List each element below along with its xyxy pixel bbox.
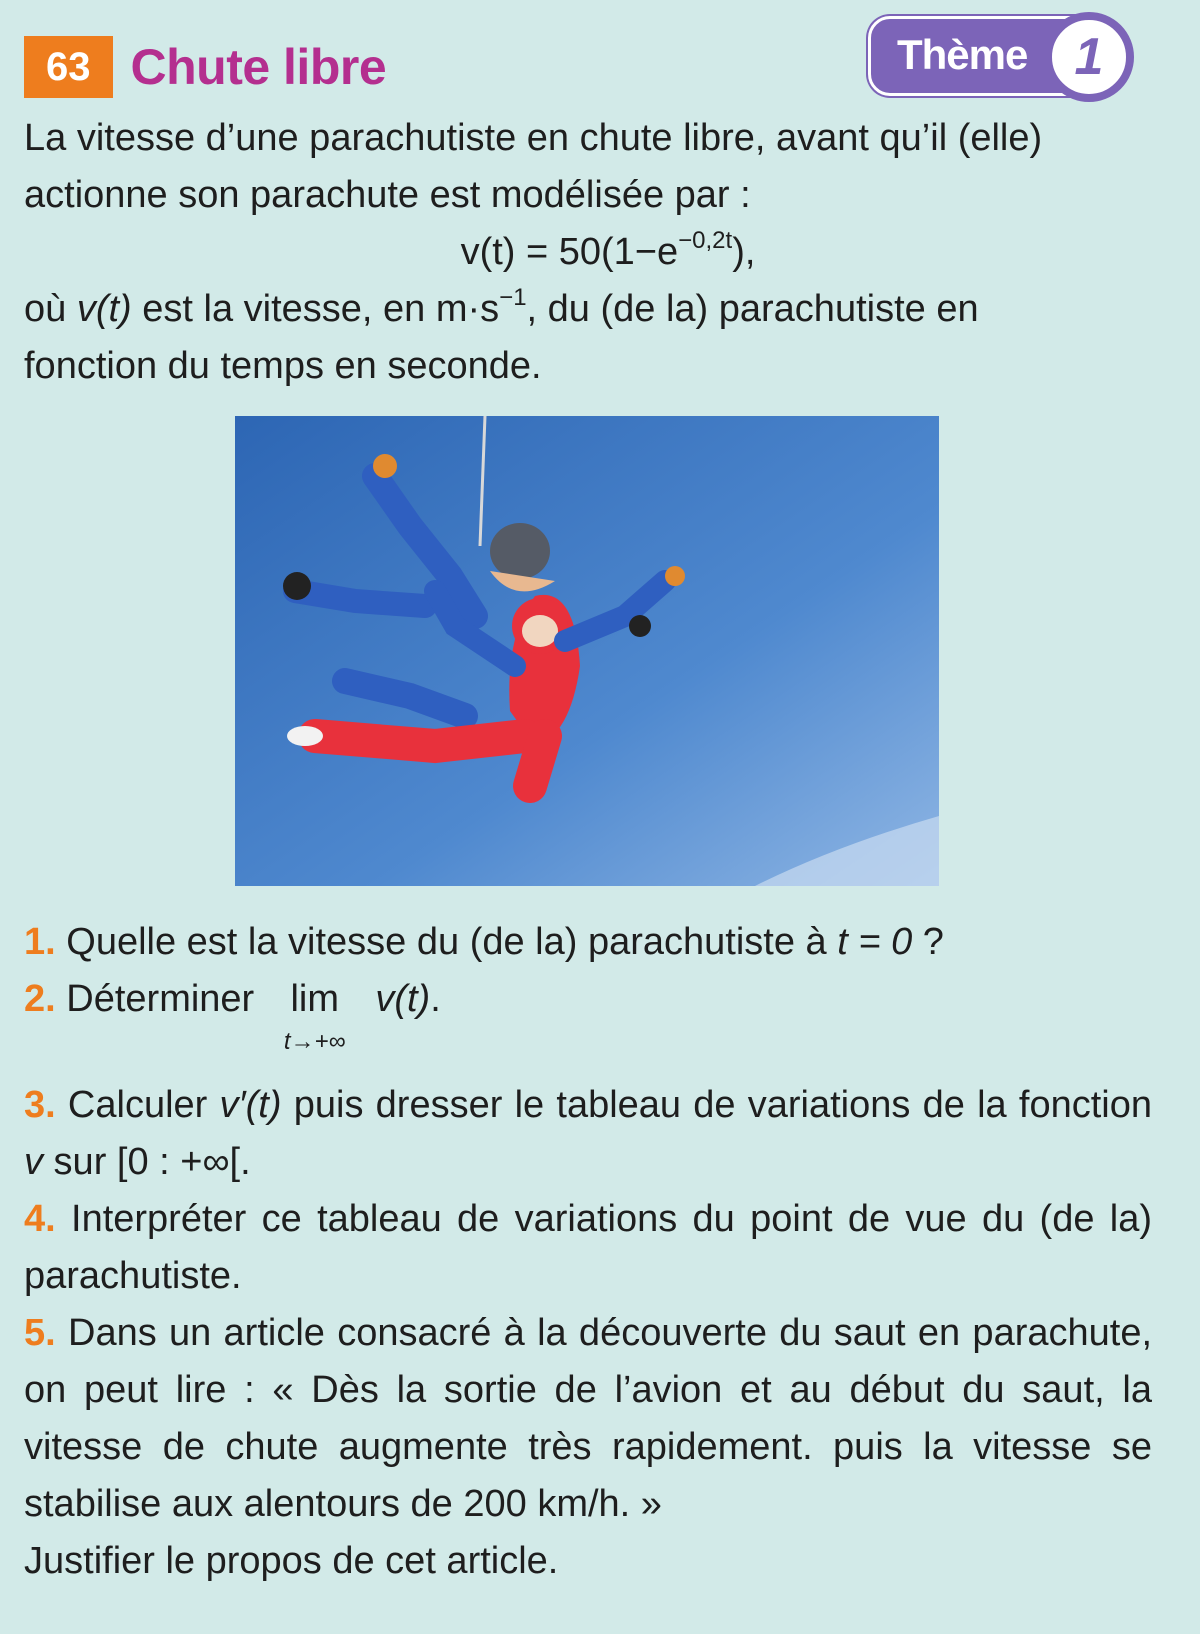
question-text: Interpréter ce tableau de variations du point de vue du (de la) parachutiste. [24, 1198, 1153, 1297]
exercise-title: Chute libre [130, 39, 387, 95]
line3-end: , du (de la) parachutiste en [526, 288, 979, 330]
velocity-formula [24, 224, 1152, 281]
question-text: Dans un article consacré à la découverte du saut en parachute, on peut lire : « Dès la sortie de l’avion et au début du saut, la vitesse de chute augmente très rapidement. puis la vitesse se stabilise aux alentours de 200 km/h. » [24, 1312, 1153, 1525]
question-number: 1. [24, 921, 56, 963]
question-math: v′(t) [219, 1084, 282, 1126]
question-number: 2. [24, 978, 56, 1020]
intro-line-2: actionne son parachute est modélisée par : [24, 174, 751, 216]
question-end: . [430, 978, 441, 1020]
formula-end: ), [732, 231, 756, 273]
limit-expression: v(t) [375, 978, 431, 1020]
question-end: ? [912, 921, 944, 963]
question-3 [24, 1077, 1152, 1191]
intro-line-1: La vitesse d’une parachutiste en chute libre, avant qu’il (elle) [24, 117, 1043, 159]
line3-exp: −1 [499, 284, 527, 311]
question-number: 3. [24, 1084, 56, 1126]
limit-operator [265, 971, 365, 1055]
question-2 [24, 971, 1152, 1077]
formula-lhs: v(t) = 50(1−e [460, 231, 679, 273]
skydivers-illustration [235, 416, 939, 886]
question-5 [24, 1305, 1152, 1533]
question-text: Quelle est la vitesse du (de la) parachutiste à [66, 921, 838, 963]
formula-exponent: −0,2t [678, 227, 733, 254]
exercise-intro [24, 110, 1152, 395]
question-text: Déterminer [66, 978, 265, 1020]
skydivers-photo [235, 416, 939, 886]
theme-label: Thème [897, 31, 1028, 78]
line3-mid: est la vitesse, en m·s [131, 288, 500, 330]
lim-label: lim [290, 978, 340, 1020]
question-text-b: puis dresser le tableau de variations de la fonction [281, 1084, 1152, 1126]
question-var: v [24, 1141, 43, 1183]
line3-var: v(t) [76, 288, 132, 330]
exercise-number-badge: 63 [24, 36, 113, 98]
question-math: t = 0 [837, 921, 913, 963]
theme-number: 1 [1074, 28, 1104, 86]
line3-start: où [24, 288, 77, 330]
question-4 [24, 1191, 1152, 1305]
intro-line-4: fonction du temps en seconde. [24, 345, 542, 387]
question-text-c: sur [0 : +∞[. [43, 1141, 251, 1183]
lim-subscript: t→+∞ [283, 1028, 346, 1055]
intro-line-3 [24, 281, 1152, 338]
exercise-header [24, 36, 386, 98]
question-text: Calculer [67, 1084, 220, 1126]
question-5-instruction: Justifier le propos de cet article. [24, 1540, 559, 1582]
question-number: 5. [24, 1312, 56, 1354]
question-1 [24, 914, 1152, 971]
questions-list [24, 914, 1152, 1590]
theme-number-circle [1044, 12, 1134, 102]
question-number: 4. [24, 1198, 56, 1240]
theme-badge [868, 12, 1140, 102]
